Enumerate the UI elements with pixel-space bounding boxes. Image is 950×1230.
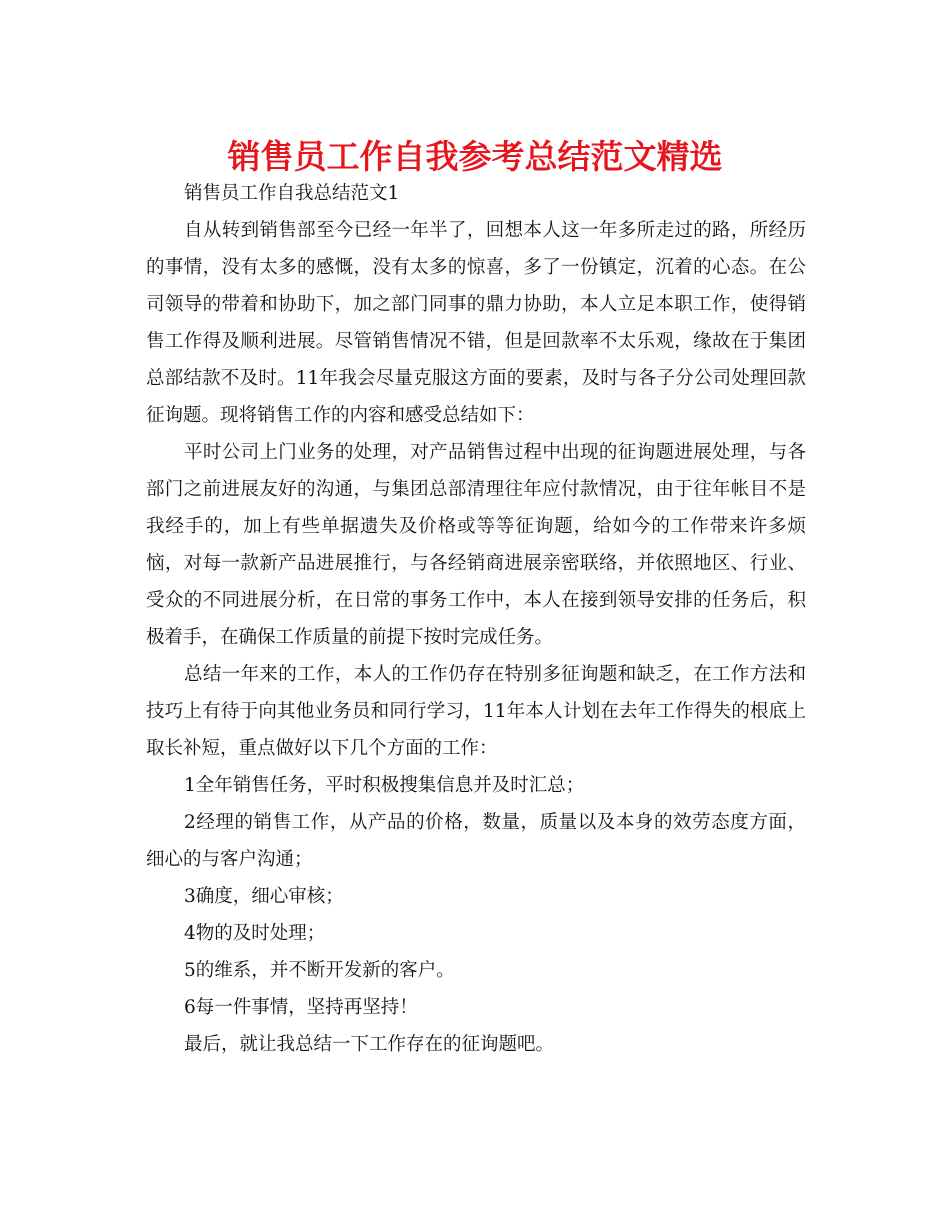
section-heading: 销售员工作自我总结范文1 bbox=[184, 183, 400, 204]
document-body bbox=[146, 175, 806, 1063]
list-item-1: 1全年销售任务，平时积极搜集信息并及时汇总； bbox=[184, 775, 585, 796]
paragraph-summary: 总结一年来的工作，本人的工作仍存在特别多征询题和缺乏，在工作方法和技巧上有待于向其他业务员和同行学习，11年本人计划在去年工作得失的根底上取长补短，重点做好以下几个方面的工作： bbox=[146, 664, 806, 759]
paragraph-daily-work: 平时公司上门业务的处理，对产品销售过程中出现的征询题进展处理，与各部门之前进展友好的沟通，与集团总部清理往年应付款情况，由于往年帐目不是我经手的，加上有些单据遗失及价格或等等征询题，给如今的工作带来许多烦恼，对每一款新产品进展推行，与各经销商进展亲密联络，并依照地区、行业、受众的不同进展分析，在日常的事务工作中，本人在接到领导安排的任务后，积极着手，在确保工作质量的前提下按时完成任务。 bbox=[146, 442, 806, 648]
document-title: 销售员工作自我参考总结范文精选 bbox=[227, 137, 723, 176]
list-item-2: 2经理的销售工作，从产品的价格，数量，质量以及本身的效劳态度方面，细心的与客户沟通； bbox=[146, 812, 806, 870]
list-item-4: 4物的及时处理； bbox=[184, 923, 326, 944]
list-item-5: 5的维系，并不断开发新的客户。 bbox=[184, 960, 455, 981]
list-item-3: 3确度，细心审核； bbox=[184, 886, 344, 907]
paragraph-closing: 最后，就让我总结一下工作存在的征询题吧。 bbox=[184, 1034, 555, 1055]
list-item-6: 6每一件事情，坚持再坚持！ bbox=[184, 997, 418, 1018]
paragraph-intro: 自从转到销售部至今已经一年半了，回想本人这一年多所走过的路，所经历的事情，没有太多的感慨，没有太多的惊喜，多了一份镇定，沉着的心态。在公司领导的带着和协助下，加之部门同事的鼎力协助，本人立足本职工作，使得销售工作得及顺利进展。尽管销售情况不错，但是回款率不太乐观，缘故在于集团总部结款不及时。11年我会尽量克服这方面的要素，及时与各子分公司处理回款征询题。现将销售工作的内容和感受总结如下： bbox=[146, 220, 806, 426]
